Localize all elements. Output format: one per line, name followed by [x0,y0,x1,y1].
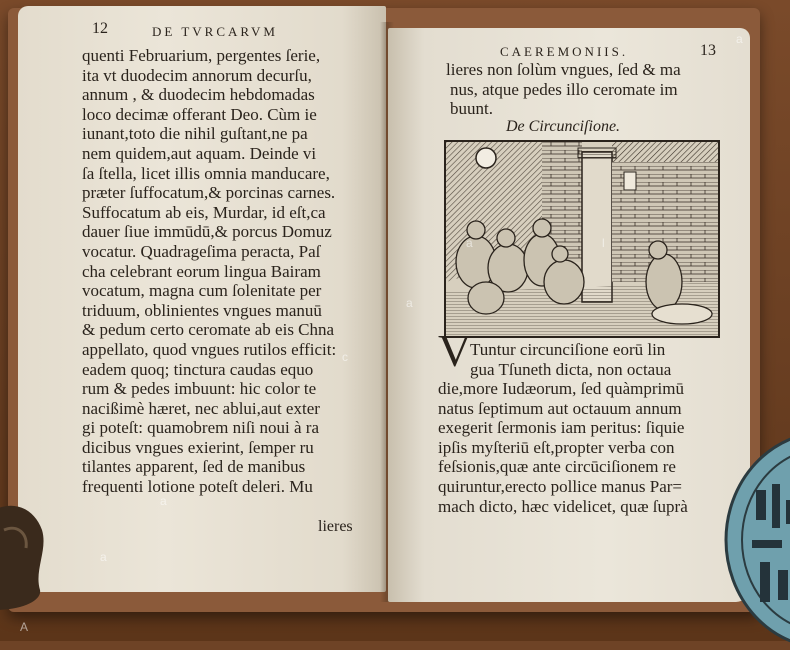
text-line: dicibus vngues exierint, ſemper ru [82,437,314,457]
right-folio: 13 [700,42,716,59]
text-line: feſsionis,quæ ante circūciſionem re [438,457,676,477]
right-top-text [446,60,681,119]
text-line: triduum, oblinientes vngues manuū [82,300,322,320]
text-line: vocatur. Quadrageſima peracta, Paſ [82,241,321,261]
text-line: Tuntur circunciſione eorū lin [470,340,666,359]
text-line: Suffocatum ab eis, Murdar, id eſt,ca [82,202,326,222]
hand-icon [0,500,54,610]
text-line: gua Tſuneth dicta, non octaua [470,359,672,379]
left-text-block [82,46,336,497]
text-line: quenti Februarium, pergentes ſerie, [82,46,321,65]
text-line: eadem quoq; tinctura caudas equo [82,359,314,379]
text-line: rum & pedes imbuunt: hic color te [82,379,317,399]
watermark-letter: c [342,350,348,364]
text-line: appellato, quod vngues rutilos efficit: [82,339,337,359]
text-line: quiruntur,erecto pollice manus Par= [438,476,683,496]
watermark-letter: a [160,494,167,508]
left-folio: 12 [92,20,108,37]
text-line: exegerit ſermonis iam peritus: ſiquie [438,418,685,438]
text-line: cha celebrant eorum lingua Bairam [82,261,321,281]
woodcut-illustration [444,140,720,338]
text-line: mach dicto, hæc videlicet, quæ ſuprà [438,496,688,516]
text-line: lieres non ſolùm vngues, ſed & ma [446,60,681,79]
section-heading: De Circunciſione. [506,118,621,135]
text-line: ipſis myſteriū eſt,propter verba con [438,437,675,457]
text-line: loco decimæ offerant Deo. Cùm ie [82,104,317,124]
right-body-text [438,379,688,516]
left-catchword: lieres [318,518,353,535]
drop-cap: V [438,325,472,376]
watermark-letter: l [602,236,605,250]
text-line: natus ſeptimum aut octauum annum [438,398,682,418]
text-line: dauer ſiue immūdū,& porcus Domuz [82,222,332,242]
coin-icon [716,430,790,650]
open-book [8,2,760,614]
watermark-letter: A [20,620,29,634]
text-line: annum , & duodecim hebdomadas [82,85,315,105]
text-line: nus, atque pedes illo ceromate im [450,79,678,99]
right-body-text-indented [470,340,671,379]
left-running-head: DE TVRCARVM [152,24,278,39]
watermark-letter: a [406,296,413,310]
text-line: vocatum, magna cum ſolenitate per [82,281,322,301]
watermark-letter: a [100,550,107,564]
text-line: buunt. [450,99,493,119]
text-line: ita vt duodecim annorum decurſu, [82,65,312,85]
watermark-letter: a [736,32,743,46]
text-line: nacißimè hæret, nec ablui,aut exter [82,398,320,418]
text-line: tilantes apparent, ſed de manibus [82,457,306,477]
text-line: & pedum certo ceromate ab eis Chna [82,320,335,340]
text-line: gi poteſt: quamobrem niſi noui à ra [82,418,320,438]
text-line: die,more Iudæorum, ſed quàmprimū [438,379,684,398]
left-page [18,6,386,592]
watermark-letter: a [466,236,473,250]
text-line: frequenti lotione poteſt deleri. Mu [82,477,313,497]
text-line: nem quidem,aut aquam. Deinde vi [82,143,317,163]
right-running-head: CAEREMONIIS. [500,44,629,59]
text-line: præter ſuffocatum,& porcinas carnes. [82,183,336,203]
text-line: iunant,toto die nihil guſtant,ne pa [82,124,308,144]
text-line: ſa ſtella, licet illis omnia manducare, [82,163,330,183]
woodcut-scene-image [446,142,718,336]
right-page [388,28,750,602]
